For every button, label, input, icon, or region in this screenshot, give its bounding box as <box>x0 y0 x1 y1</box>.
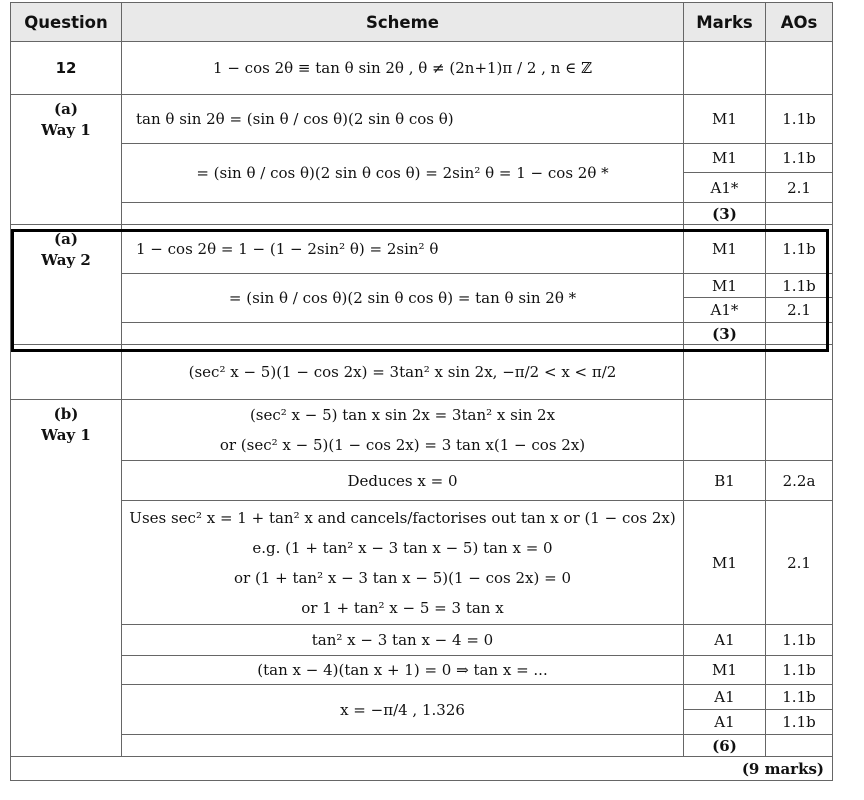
part-label: (a) <box>54 230 78 248</box>
header-row <box>11 3 833 42</box>
empty-cell <box>122 323 684 345</box>
empty-cell <box>122 203 684 225</box>
b-row1 <box>11 400 833 461</box>
mark-cell: M1 <box>684 656 766 685</box>
way-label: Way 2 <box>41 251 91 269</box>
empty-cell <box>684 345 766 400</box>
empty-cell <box>684 400 766 461</box>
a-way2-row1 <box>11 225 833 274</box>
scheme-line: or 1 + tan² x − 5 = 3 tan x <box>301 598 504 617</box>
empty-cell <box>684 42 766 95</box>
ao-cell: 2.1 <box>766 173 833 203</box>
scheme-line: Uses sec² x = 1 + tan² x and cancels/factorises out tan x or (1 − cos 2x) <box>129 508 676 527</box>
b-row5 <box>11 656 833 685</box>
scheme-line: Deduces x = 0 <box>122 461 684 501</box>
ao-cell: 2.1 <box>766 298 833 323</box>
empty-cell <box>766 400 833 461</box>
scheme-line: = (sin θ / cos θ)(2 sin θ cos θ) = 2sin² θ = 1 − cos 2θ * <box>122 144 684 203</box>
empty-cell <box>122 735 684 757</box>
ao-cell: 1.1b <box>766 710 833 735</box>
scheme-line: (tan x − 4)(tan x + 1) = 0 ⇒ tan x = ... <box>122 656 684 685</box>
header-scheme: Scheme <box>122 3 684 42</box>
b-statement-row <box>11 345 833 400</box>
q12-statement: 1 − cos 2θ ≡ tan θ sin 2θ , θ ≠ (2n+1)π / 2 , n ∈ ℤ <box>122 42 684 95</box>
b-way1-label <box>11 400 122 757</box>
ao-cell: 1.1b <box>766 685 833 710</box>
scheme-line: = (sin θ / cos θ)(2 sin θ cos θ) = tan θ sin 2θ * <box>122 274 684 323</box>
scheme-line: x = −π/4 , 1.326 <box>122 685 684 735</box>
way-label: Way 1 <box>41 121 91 139</box>
scheme-line: 1 − cos 2θ = 1 − (1 − 2sin² θ) = 2sin² θ <box>122 225 684 274</box>
ao-cell: 1.1b <box>766 625 833 656</box>
mark-cell: M1 <box>684 501 766 625</box>
empty-cell <box>766 203 833 225</box>
mark-cell: M1 <box>684 95 766 144</box>
scheme-line: or (sec² x − 5)(1 − cos 2x) = 3 tan x(1 − cos 2x) <box>219 436 586 454</box>
footer-row <box>11 757 833 781</box>
scheme-cell <box>122 501 684 625</box>
a-way1-label <box>11 95 122 225</box>
mark-cell: A1 <box>684 625 766 656</box>
scheme-line: tan² x − 3 tan x − 4 = 0 <box>122 625 684 656</box>
mark-cell: M1 <box>684 274 766 298</box>
part-label: (a) <box>54 100 78 118</box>
a-way2-label <box>11 225 122 345</box>
empty-cell <box>766 42 833 95</box>
empty-cell <box>766 323 833 345</box>
a-way2-row2 <box>11 274 833 298</box>
part-label: (b) <box>53 405 79 423</box>
mark-scheme-table <box>10 2 833 781</box>
total-marks: (3) <box>684 203 766 225</box>
b-row3 <box>11 501 833 625</box>
mark-cell: A1* <box>684 173 766 203</box>
empty-cell <box>766 345 833 400</box>
q12-row <box>11 42 833 95</box>
a-way1-total-row <box>11 203 833 225</box>
ao-cell: 2.1 <box>766 501 833 625</box>
scheme-line: (sec² x − 5) tan x sin 2x = 3tan² x sin 2x <box>249 406 556 424</box>
ao-cell: 1.1b <box>766 95 833 144</box>
scheme-line: or (1 + tan² x − 3 tan x − 5)(1 − cos 2x) = 0 <box>233 568 572 587</box>
question-number: 12 <box>11 42 122 95</box>
header-aos: AOs <box>766 3 833 42</box>
scheme-line: e.g. (1 + tan² x − 3 tan x − 5) tan x = 0 <box>252 538 553 557</box>
empty-cell <box>766 735 833 757</box>
mark-cell: M1 <box>684 225 766 274</box>
mark-cell: A1 <box>684 710 766 735</box>
ao-cell: 2.2a <box>766 461 833 501</box>
b-row6 <box>11 685 833 710</box>
ao-cell: 1.1b <box>766 225 833 274</box>
mark-cell: M1 <box>684 144 766 173</box>
total-marks-footer: (9 marks) <box>11 757 833 781</box>
scheme-line: tan θ sin 2θ = (sin θ / cos θ)(2 sin θ cos θ) <box>122 95 684 144</box>
b-statement: (sec² x − 5)(1 − cos 2x) = 3tan² x sin 2x, −π/2 < x < π/2 <box>122 345 684 400</box>
scheme-cell <box>122 400 684 461</box>
total-marks: (3) <box>684 323 766 345</box>
a-way1-row1 <box>11 95 833 144</box>
a-way2-total-row <box>11 323 833 345</box>
total-marks: (6) <box>684 735 766 757</box>
a-way1-row2 <box>11 144 833 173</box>
mark-cell: B1 <box>684 461 766 501</box>
mark-cell: A1* <box>684 298 766 323</box>
b-row2 <box>11 461 833 501</box>
header-marks: Marks <box>684 3 766 42</box>
header-question: Question <box>11 3 122 42</box>
empty-cell <box>11 345 122 400</box>
ao-cell: 1.1b <box>766 656 833 685</box>
ao-cell: 1.1b <box>766 274 833 298</box>
way-label: Way 1 <box>41 426 91 444</box>
mark-cell: A1 <box>684 685 766 710</box>
ao-cell: 1.1b <box>766 144 833 173</box>
b-row4 <box>11 625 833 656</box>
b-total-row <box>11 735 833 757</box>
